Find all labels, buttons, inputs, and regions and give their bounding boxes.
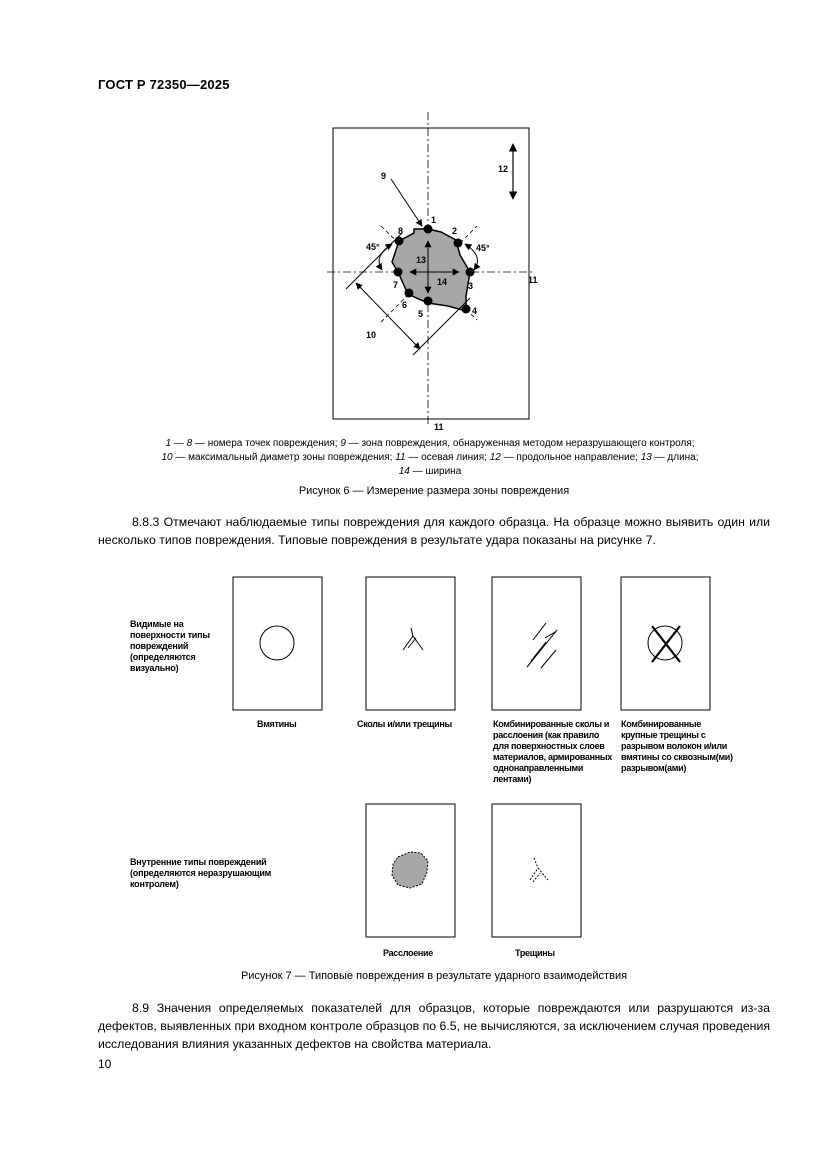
- label-2: 2: [452, 226, 458, 236]
- label-10: 10: [366, 330, 377, 340]
- legend-line-3: 14 — ширина: [398, 466, 462, 477]
- legend-line-2: 10 — максимальный диаметр зоны повреждения; 11 — осевая линия; 12 — продольное направление; 13 — длина;: [161, 452, 699, 463]
- label-12: 12: [498, 164, 509, 174]
- row-label-visible: Видимые на поверхности типы повреждений (определяются визуально): [130, 619, 210, 673]
- label-3: 3: [468, 281, 474, 291]
- figure-6-diagram: [0, 0, 827, 440]
- dent-mark: [260, 626, 294, 660]
- figure-7-caption: Рисунок 7 — Типовые повреждения в результате ударного взаимодействия: [240, 970, 628, 982]
- dimension-ext-b: [413, 298, 470, 355]
- label-6: 6: [402, 300, 408, 310]
- leader-9: [391, 179, 422, 226]
- panel-chips: [366, 577, 455, 710]
- combined-damage-mark: [527, 623, 557, 668]
- damage-point-1: [424, 225, 433, 234]
- row-label-internal: Внутренние типы повреждений (определяются неразрушающим контролем): [130, 857, 272, 889]
- label-11-right: 11: [528, 275, 538, 285]
- damage-point-3: [466, 268, 475, 277]
- page-number: 10: [98, 1057, 112, 1071]
- figure-6-legend: [110, 437, 750, 479]
- label-4: 4: [472, 306, 478, 316]
- label-angle-right: 45°: [476, 243, 490, 253]
- damage-point-7: [394, 268, 403, 277]
- figure-6-caption: Рисунок 6 — Измерение размера зоны повреждения: [298, 485, 570, 497]
- legend-line-1: 1 — 8 — номера точек повреждения; 9 — зона повреждения, обнаруженная методом неразрушающего контроля;: [165, 438, 695, 449]
- chip-crack-mark: [403, 628, 423, 650]
- label-11-bottom: 11: [434, 422, 444, 432]
- paragraph-8-9: 8.9 Значения определяемых показателей для образцов, которые повреждаются или разрушаются из-за дефектов, выявленных при входном контроле образцов по 6.5, не вычисляются, за исключением случая проведения исследования влияния указанных дефектов на свойства материала.: [98, 1001, 770, 1051]
- label-delamination: Расслоение: [383, 948, 433, 958]
- label-angle-left: 45°: [366, 242, 380, 252]
- panel-combined: [492, 577, 581, 710]
- panel-dent: [233, 577, 322, 710]
- damage-point-6: [405, 289, 414, 298]
- label-large: Комбинированные крупные трещины с разрывом волокон и/или вмятины со сквозным(ми) разрывом(ами): [621, 719, 733, 773]
- label-dent: Вмятины: [257, 719, 297, 729]
- label-cracks: Трещины: [515, 948, 555, 958]
- label-1: 1: [431, 215, 437, 225]
- paragraph-8-8-3: 8.8.3 Отмечают наблюдаемые типы повреждения для каждого образца. На образце можно выявить один или несколько типов повреждения. Типовые повреждения в результате удара показаны на рисунке 7.: [98, 515, 770, 547]
- label-13: 13: [416, 255, 427, 265]
- delamination-mark: [392, 852, 428, 888]
- internal-crack-mark: [530, 858, 548, 882]
- angle-arc-left: [379, 244, 392, 270]
- label-9: 9: [381, 171, 387, 181]
- label-combined: Комбинированные сколы и расслоения (как правило для поверхностных слоев материалов, армированных однонаправленными лентами): [493, 719, 612, 784]
- damage-point-2: [454, 239, 463, 248]
- label-8: 8: [398, 226, 404, 236]
- label-chips: Сколы и/или трещины: [357, 719, 452, 729]
- large-crack-cross: [652, 626, 680, 662]
- label-7: 7: [393, 280, 399, 290]
- damage-point-8: [395, 237, 404, 246]
- document-number: ГОСТ Р 72350—2025: [98, 77, 230, 92]
- label-14: 14: [437, 277, 448, 287]
- label-5: 5: [418, 309, 424, 319]
- damage-point-5: [424, 297, 433, 306]
